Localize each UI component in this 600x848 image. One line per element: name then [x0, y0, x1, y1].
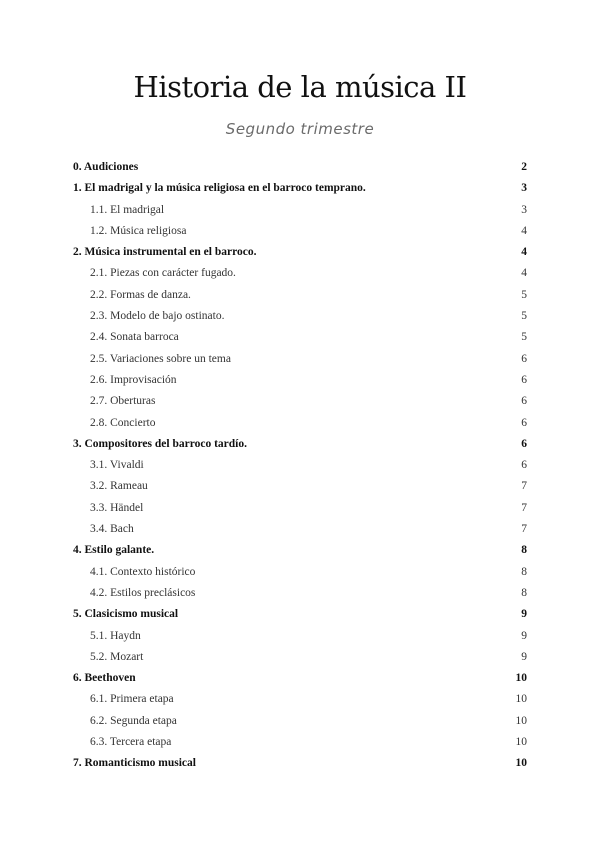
- toc-entry-label: 3. Compositores del barroco tardío.: [73, 437, 247, 450]
- toc-section-entry[interactable]: [73, 242, 527, 263]
- toc-page-number: 3: [521, 203, 527, 216]
- toc-entry-label: 5. Clasicismo musical: [73, 608, 179, 621]
- toc-section-entry[interactable]: [73, 540, 527, 561]
- toc-page-number: 8: [521, 565, 527, 578]
- toc-page-number: 9: [521, 650, 527, 663]
- toc-entry-label: 3.1. Vivaldi: [90, 459, 144, 472]
- toc-page-number: 10: [515, 757, 527, 770]
- toc-section-entry[interactable]: [73, 178, 527, 199]
- toc-page-number: 6: [521, 373, 527, 386]
- toc-subsection-entry[interactable]: [73, 711, 527, 732]
- toc-subsection-entry[interactable]: [73, 519, 527, 540]
- toc-entry-label: 2.3. Modelo de bajo ostinato.: [90, 310, 225, 323]
- toc-entry-label: 6.2. Segunda etapa: [90, 714, 177, 727]
- toc-entry-label: 2. Música instrumental en el barroco.: [73, 246, 257, 259]
- toc-subsection-entry[interactable]: [73, 306, 527, 327]
- toc-entry-label: 2.5. Variaciones sobre un tema: [90, 352, 231, 365]
- table-of-contents: [73, 157, 527, 775]
- toc-section-entry[interactable]: [73, 604, 527, 625]
- toc-entry-label: 1.2. Música religiosa: [90, 224, 187, 237]
- toc-page-number: 6: [521, 437, 527, 450]
- toc-entry-label: 2.2. Formas de danza.: [90, 288, 191, 301]
- toc-subsection-entry[interactable]: [73, 349, 527, 370]
- toc-page-number: 3: [521, 182, 527, 195]
- toc-page-number: 2: [521, 161, 527, 173]
- toc-entry-label: 2.7. Oberturas: [90, 395, 156, 408]
- toc-entry-label: 4.2. Estilos preclásicos: [90, 586, 196, 599]
- toc-page-number: 6: [521, 395, 527, 408]
- toc-entry-label: 4. Estilo galante.: [73, 544, 155, 557]
- toc-page-number: 8: [521, 586, 527, 599]
- toc-entry-label: 6.3. Tercera etapa: [90, 736, 172, 749]
- toc-entry-label: 3.3. Händel: [90, 501, 144, 514]
- toc-page-number: 10: [515, 714, 527, 727]
- toc-entry-label: 6.1. Primera etapa: [90, 693, 174, 706]
- toc-subsection-entry[interactable]: [73, 689, 527, 710]
- toc-entry-label: 5.2. Mozart: [90, 650, 144, 663]
- toc-entry-label: 4.1. Contexto histórico: [90, 565, 196, 578]
- toc-page-number: 6: [521, 459, 527, 472]
- toc-page-number: 9: [521, 608, 527, 621]
- toc-subsection-entry[interactable]: [73, 413, 527, 434]
- toc-page-number: 5: [521, 310, 527, 323]
- toc-subsection-entry[interactable]: [73, 263, 527, 284]
- toc-subsection-entry[interactable]: [73, 476, 527, 497]
- toc-subsection-entry[interactable]: [73, 732, 527, 753]
- toc-entry-label: 1. El madrigal y la música religiosa en el barroco temprano.: [73, 182, 366, 195]
- toc-subsection-entry[interactable]: [73, 498, 527, 519]
- toc-entry-label: 3.4. Bach: [90, 523, 134, 536]
- toc-entry-label: 7. Romanticismo musical: [73, 757, 196, 770]
- toc-entry-label: 2.4. Sonata barroca: [90, 331, 179, 344]
- toc-entry-label: 0. Audiciones: [73, 161, 139, 173]
- toc-page-number: 7: [521, 501, 527, 514]
- toc-section-entry[interactable]: [73, 157, 527, 178]
- toc-entry-label: 2.8. Concierto: [90, 416, 156, 429]
- toc-page-number: 7: [521, 480, 527, 493]
- toc-page-number: 4: [521, 224, 527, 237]
- toc-page-number: 10: [515, 693, 527, 706]
- toc-entry-label: 1.1. El madrigal: [90, 203, 165, 216]
- toc-entry-label: 3.2. Rameau: [90, 480, 148, 493]
- toc-page-number: 10: [515, 736, 527, 749]
- toc-entry-label: 2.6. Improvisación: [90, 373, 177, 386]
- toc-section-entry[interactable]: [73, 753, 527, 774]
- toc-section-entry[interactable]: [73, 668, 527, 689]
- page-title: Historia de la música II: [133, 70, 467, 104]
- toc-page-number: 8: [521, 544, 527, 557]
- toc-subsection-entry[interactable]: [73, 455, 527, 476]
- toc-entry-label: 6. Beethoven: [73, 672, 136, 685]
- toc-section-entry[interactable]: [73, 434, 527, 455]
- toc-page-number: 6: [521, 352, 527, 365]
- toc-subsection-entry[interactable]: [73, 647, 527, 668]
- toc-subsection-entry[interactable]: [73, 391, 527, 412]
- toc-subsection-entry[interactable]: [73, 221, 527, 242]
- toc-page-number: 7: [521, 523, 527, 536]
- toc-page-number: 4: [521, 267, 527, 280]
- toc-page-number: 10: [515, 672, 527, 685]
- toc-entry-label: 5.1. Haydn: [90, 629, 141, 642]
- toc-page-number: 5: [521, 331, 527, 344]
- toc-subsection-entry[interactable]: [73, 327, 527, 348]
- toc-subsection-entry[interactable]: [73, 285, 527, 306]
- toc-page-number: 6: [521, 416, 527, 429]
- toc-subsection-entry[interactable]: [73, 370, 527, 391]
- toc-subsection-entry[interactable]: [73, 562, 527, 583]
- toc-subsection-entry[interactable]: [73, 583, 527, 604]
- toc-page-number: 5: [521, 288, 527, 301]
- page-subtitle: Segundo trimestre: [225, 120, 375, 138]
- toc-page-number: 4: [521, 246, 527, 259]
- toc-entry-label: 2.1. Piezas con carácter fugado.: [90, 267, 236, 280]
- toc-page-number: 9: [521, 629, 527, 642]
- toc-subsection-entry[interactable]: [73, 626, 527, 647]
- toc-subsection-entry[interactable]: [73, 200, 527, 221]
